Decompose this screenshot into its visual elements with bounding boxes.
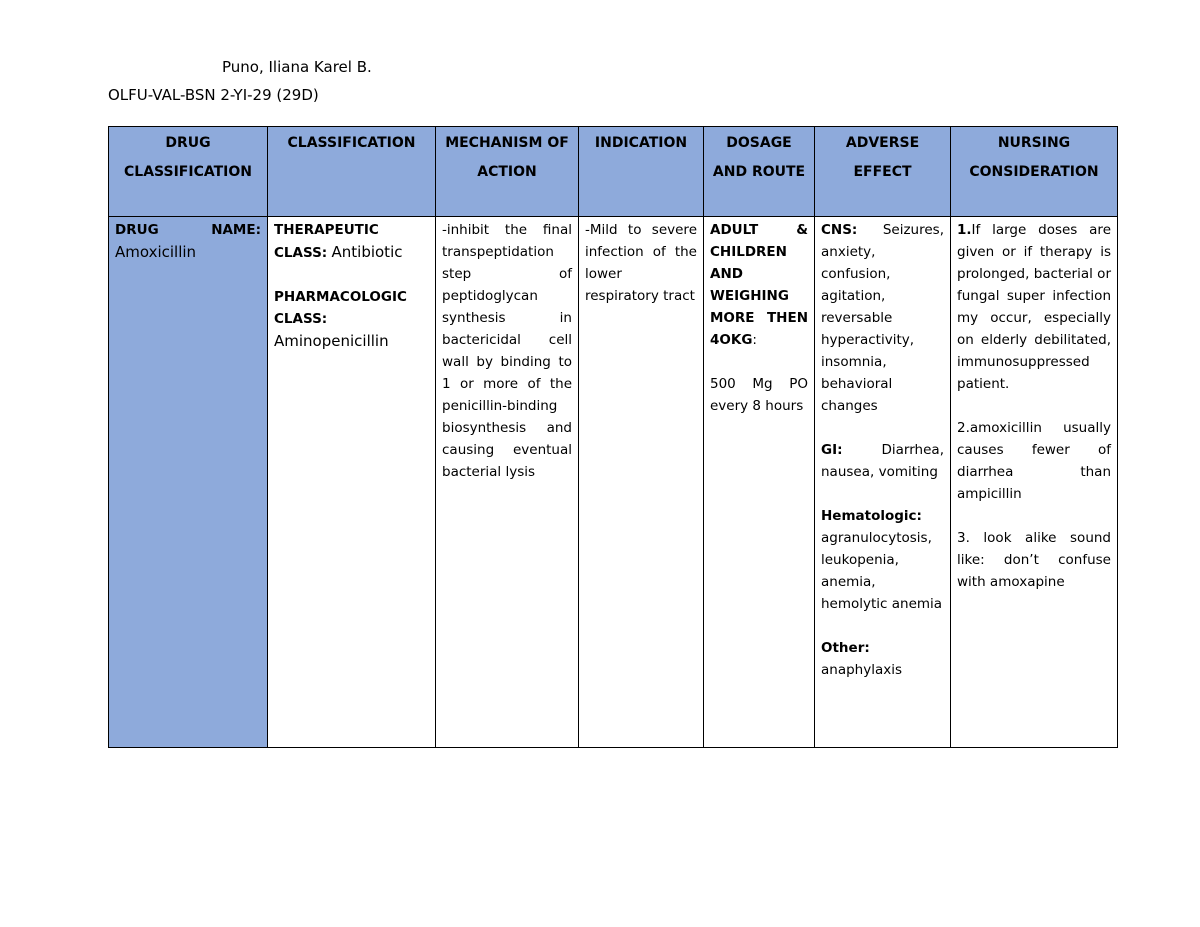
- col-header-indication: INDICATION: [579, 127, 704, 217]
- dosage-cell: [704, 217, 815, 748]
- table-header-row: [109, 127, 1118, 217]
- nursing-item-2: 2.amoxicillin usually causes fewer of diarrhea than ampicillin: [957, 420, 1111, 502]
- nursing-item-3: 3. look alike sound like: don’t confuse with amoxapine: [957, 530, 1111, 590]
- student-name: Puno, Iliana Karel B.: [222, 58, 372, 76]
- mechanism-cell: -inhibit the final transpeptidation step of peptidoglycan synthesis in bactericidal cell wall by binding to 1 or more of the penicillin-binding biosynthesis and causing eventual bacterial lysis: [436, 217, 579, 748]
- classification-cell: [268, 217, 436, 748]
- section-code: OLFU-VAL-BSN 2-YI-29 (29D): [108, 86, 319, 104]
- col-header-nursing: NURSING CONSIDERATION: [951, 127, 1118, 217]
- indication-cell: -Mild to severe infection of the lower respiratory tract: [579, 217, 704, 748]
- adverse-other-label: Other:: [821, 640, 870, 656]
- adverse-cns: CNS: Seizures, anxiety, confusion, agitation, reversable hyperactivity, insomnia, behavioral changes: [821, 222, 944, 414]
- col-header-adverse: ADVERSE EFFECT: [815, 127, 951, 217]
- drug-study-table: [108, 126, 1118, 748]
- table-row: [109, 217, 1118, 748]
- adverse-hema-text: agranulocytosis, leukopenia, anemia, hemolytic anemia: [821, 530, 943, 612]
- pharmacologic-class-value: Aminopenicillin: [274, 332, 389, 350]
- col-header-dosage: DOSAGE AND ROUTE: [704, 127, 815, 217]
- adverse-cell: [815, 217, 951, 748]
- nursing-item-1: 1.If large doses are given or if therapy is prolonged, bacterial or fungal super infection my occur, especially on elderly debilitated, immunosuppressed patient.: [957, 222, 1111, 392]
- dosage-value: 500 Mg PO every 8 hours: [710, 376, 808, 414]
- adverse-other-text: anaphylaxis: [821, 662, 903, 678]
- drug-name: Amoxicillin: [115, 243, 197, 261]
- col-header-mechanism: MECHANISM OF ACTION: [436, 127, 579, 217]
- drug-name-label: DRUG NAME:: [115, 222, 261, 238]
- adverse-hema-label: Hematologic:: [821, 508, 922, 524]
- col-header-drug-classification: DRUG CLASSIFICATION: [109, 127, 268, 217]
- nursing-cell: [951, 217, 1118, 748]
- adverse-gi: GI: Diarrhea, nausea, vomiting: [821, 442, 944, 480]
- pharmacologic-class-label: PHARMACOLOGIC CLASS:: [274, 289, 407, 327]
- col-header-classification: CLASSIFICATION: [268, 127, 436, 217]
- dosage-label: ADULT & CHILDREN AND WEIGHING MORE THEN 4OKG:: [710, 222, 808, 348]
- therapeutic-class: THERAPEUTIC CLASS: Antibiotic: [274, 222, 403, 261]
- drug-name-cell: [109, 217, 268, 748]
